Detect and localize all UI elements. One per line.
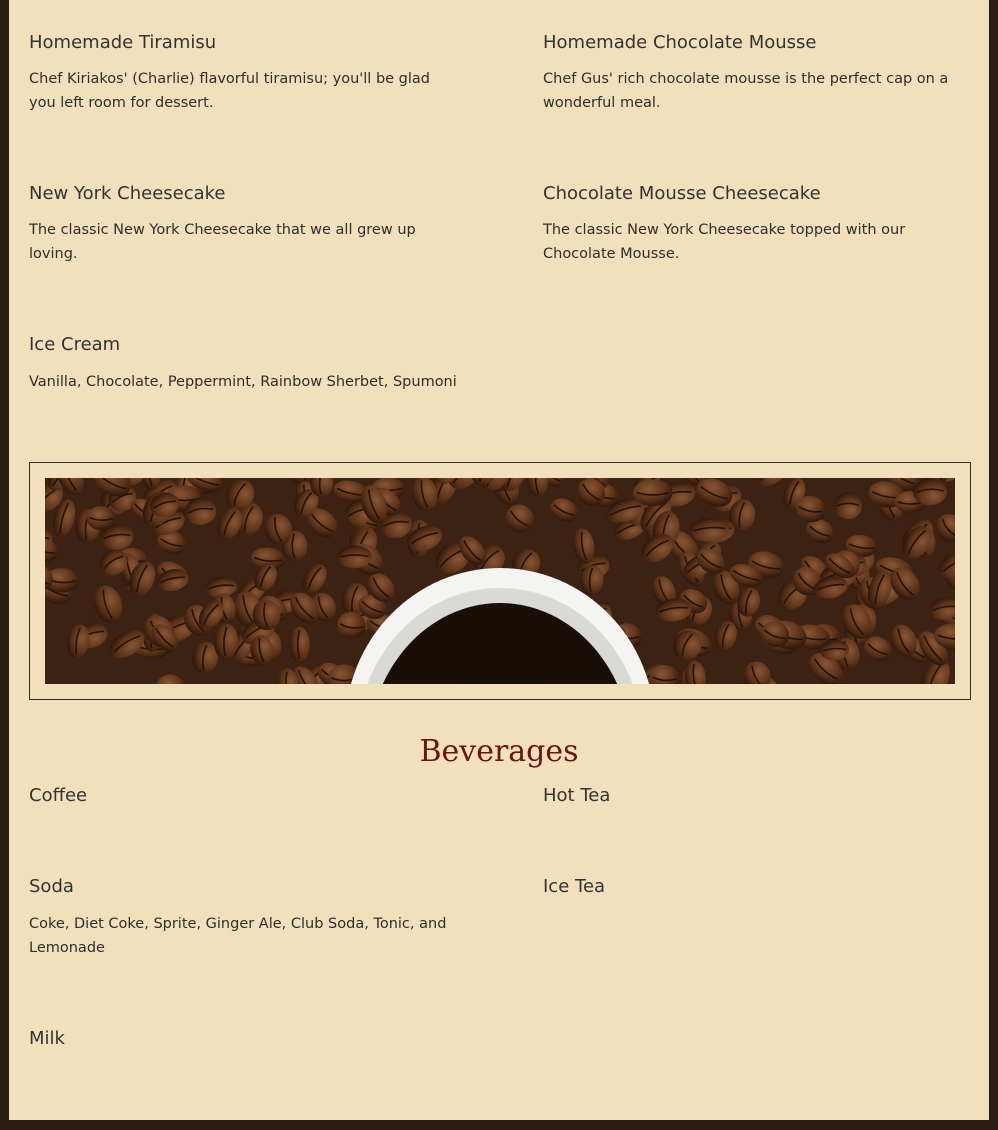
item-title: New York Cheesecake	[29, 183, 226, 204]
item-description: Chef Kiriakos' (Charlie) flavorful tiramisu; you'll be glad you left room for dessert.	[29, 71, 430, 111]
item-title: Homemade Chocolate Mousse	[543, 32, 817, 53]
beverages-heading: Beverages	[419, 734, 579, 769]
menu-item-ice-cream	[29, 333, 459, 394]
item-title: Soda	[29, 876, 74, 897]
item-description: Coke, Diet Coke, Sprite, Ginger Ale, Club Soda, Tonic, and Lemonade	[29, 916, 447, 956]
menu-item-milk	[29, 1027, 459, 1051]
menu-item-ny-cheesecake	[29, 182, 459, 266]
item-title: Hot Tea	[543, 785, 611, 806]
menu-item-ice-tea	[543, 875, 973, 899]
coffee-image-svg	[45, 478, 955, 684]
item-title: Ice Tea	[543, 876, 606, 897]
item-title: Coffee	[29, 785, 88, 806]
menu-item-chocolate-mousse-cheesecake	[543, 182, 973, 266]
banner-frame	[29, 462, 971, 700]
menu-item-tiramisu	[29, 31, 459, 115]
coffee-bean	[633, 479, 673, 506]
item-title: Milk	[29, 1028, 65, 1049]
menu-item-soda	[29, 875, 459, 960]
item-title: Homemade Tiramisu	[29, 32, 217, 53]
coffee-bean	[289, 627, 310, 663]
item-description: Vanilla, Chocolate, Peppermint, Rainbow Sherbet, Spumoni	[29, 374, 457, 390]
item-description: The classic New York Cheesecake that we all grew up loving.	[29, 222, 416, 262]
item-title: Ice Cream	[29, 334, 121, 355]
item-description: Chef Gus' rich chocolate mousse is the perfect cap on a wonderful meal.	[543, 71, 949, 111]
menu-panel	[9, 0, 989, 1120]
coffee-beans-cup-image	[45, 478, 955, 684]
item-description: The classic New York Cheesecake topped with our Chocolate Mousse.	[543, 222, 906, 262]
menu-item-coffee	[29, 784, 459, 808]
menu-item-chocolate-mousse	[543, 31, 973, 115]
menu-item-hot-tea	[543, 784, 973, 808]
item-title: Chocolate Mousse Cheesecake	[543, 183, 821, 204]
